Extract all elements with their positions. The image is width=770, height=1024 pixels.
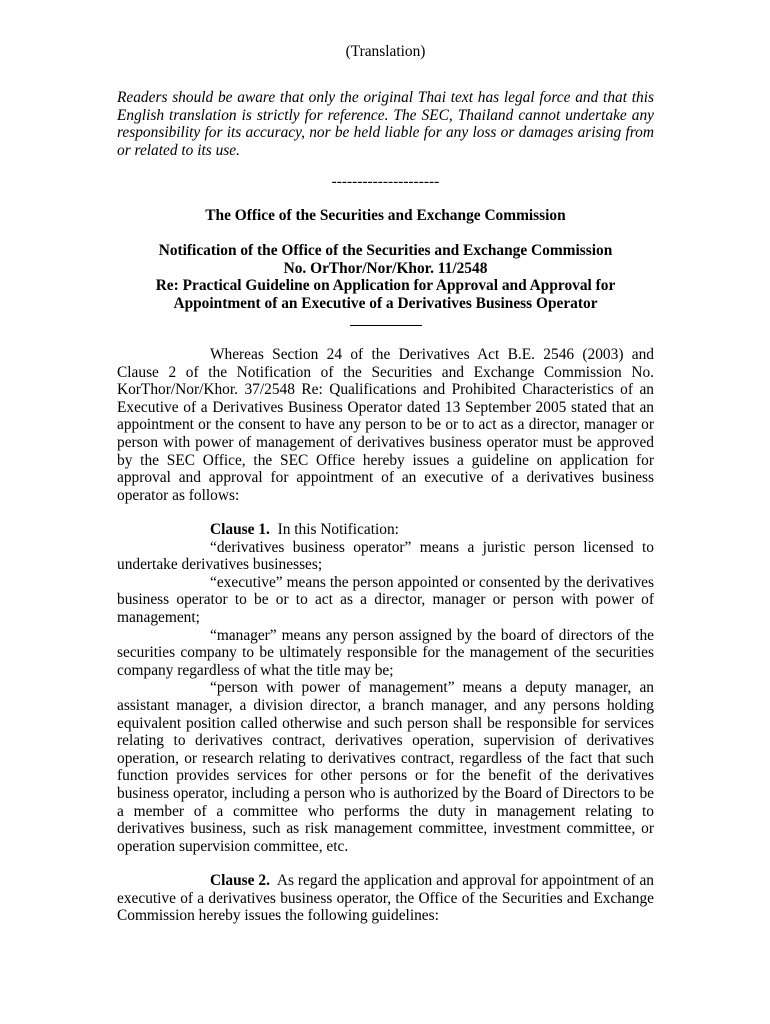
separator: --------------------- [331,173,440,190]
clause-2-text: As regard the application and approval for appointment of an executive of a derivatives business operator, the Office of the Securities and Exchange Commission hereby issues the following guidelines: [117,872,654,925]
title-line-2: No. OrThor/Nor/Khor. 11/2548 [283,259,488,277]
preamble-paragraph: Whereas Section 24 of the Derivatives Act B.E. 2546 (2003) and Clause 2 of the Notification of the Securities and Exchange Commission No. KorThor/Nor/Khor. 37/2548 Re: Qualifications and Prohibited Characteristics of an Executive of a Derivatives Business Operator dated 13 September 2005 stated that an appointment or the consent to have any person to be or to act as a director, manager or person with power of management of derivatives business operator must be approved by the SEC Office, the SEC Office hereby issues a guideline on application for approval and approval for appointment of an executive of a derivatives business operator as follows: [117,346,654,504]
clause-1-heading: Clause 1. [210,521,270,538]
office-title: The Office of the Securities and Exchange Commission [205,207,566,224]
title-underline-wrap [117,325,654,326]
title-underline [350,325,422,326]
notification-title [117,242,654,312]
clause-1-intro [117,521,654,539]
definition-executive: “executive” means the person appointed or consented by the derivatives business operator to be or to act as a director, manager or person with power of management; [117,573,654,626]
clause-1 [117,521,654,855]
definition-manager: “manager” means any person assigned by the board of directors of the securities company to be ultimately responsible for the management of the securities company regardless of what the title may be; [117,626,654,679]
clause-2-heading: Clause 2. [210,872,270,889]
title-line-1: Notification of the Office of the Securities and Exchange Commission [158,242,613,259]
clause-2 [117,872,654,925]
definition-person-with-power-of-management: “person with power of management” means a deputy manager, an assistant manager, a division director, a branch manager, and any persons holding equivalent position called otherwise and such person shall be responsible for services relating to derivatives contract, derivatives operation, supervision of derivatives operation, or research relating to derivatives contract, regardless of the fact that such function provides services for other persons or for the benefit of the derivatives business operator, including a person who is authorized by the Board of Directors to be a member of a committee who performs the duty in management relating to derivatives business, such as risk management committee, investment committee, or operation supervision committee, etc. [117,679,654,855]
title-line-4: Appointment of an Executive of a Derivatives Business Operator [173,294,598,312]
translation-label: (Translation) [345,43,426,60]
title-line-3: Re: Practical Guideline on Application for Approval and Approval for [155,277,616,295]
definition-derivatives-business-operator: “derivatives business operator” means a juristic person licensed to undertake derivatives businesses; [117,538,654,574]
disclaimer: Readers should be aware that only the original Thai text has legal force and that this English translation is strictly for reference. The SEC, Thailand cannot undertake any responsibility for its accuracy, nor be held liable for any loss or damages arising from or related to its use. [117,89,654,159]
clause-1-intro-text: In this Notification: [277,521,399,538]
